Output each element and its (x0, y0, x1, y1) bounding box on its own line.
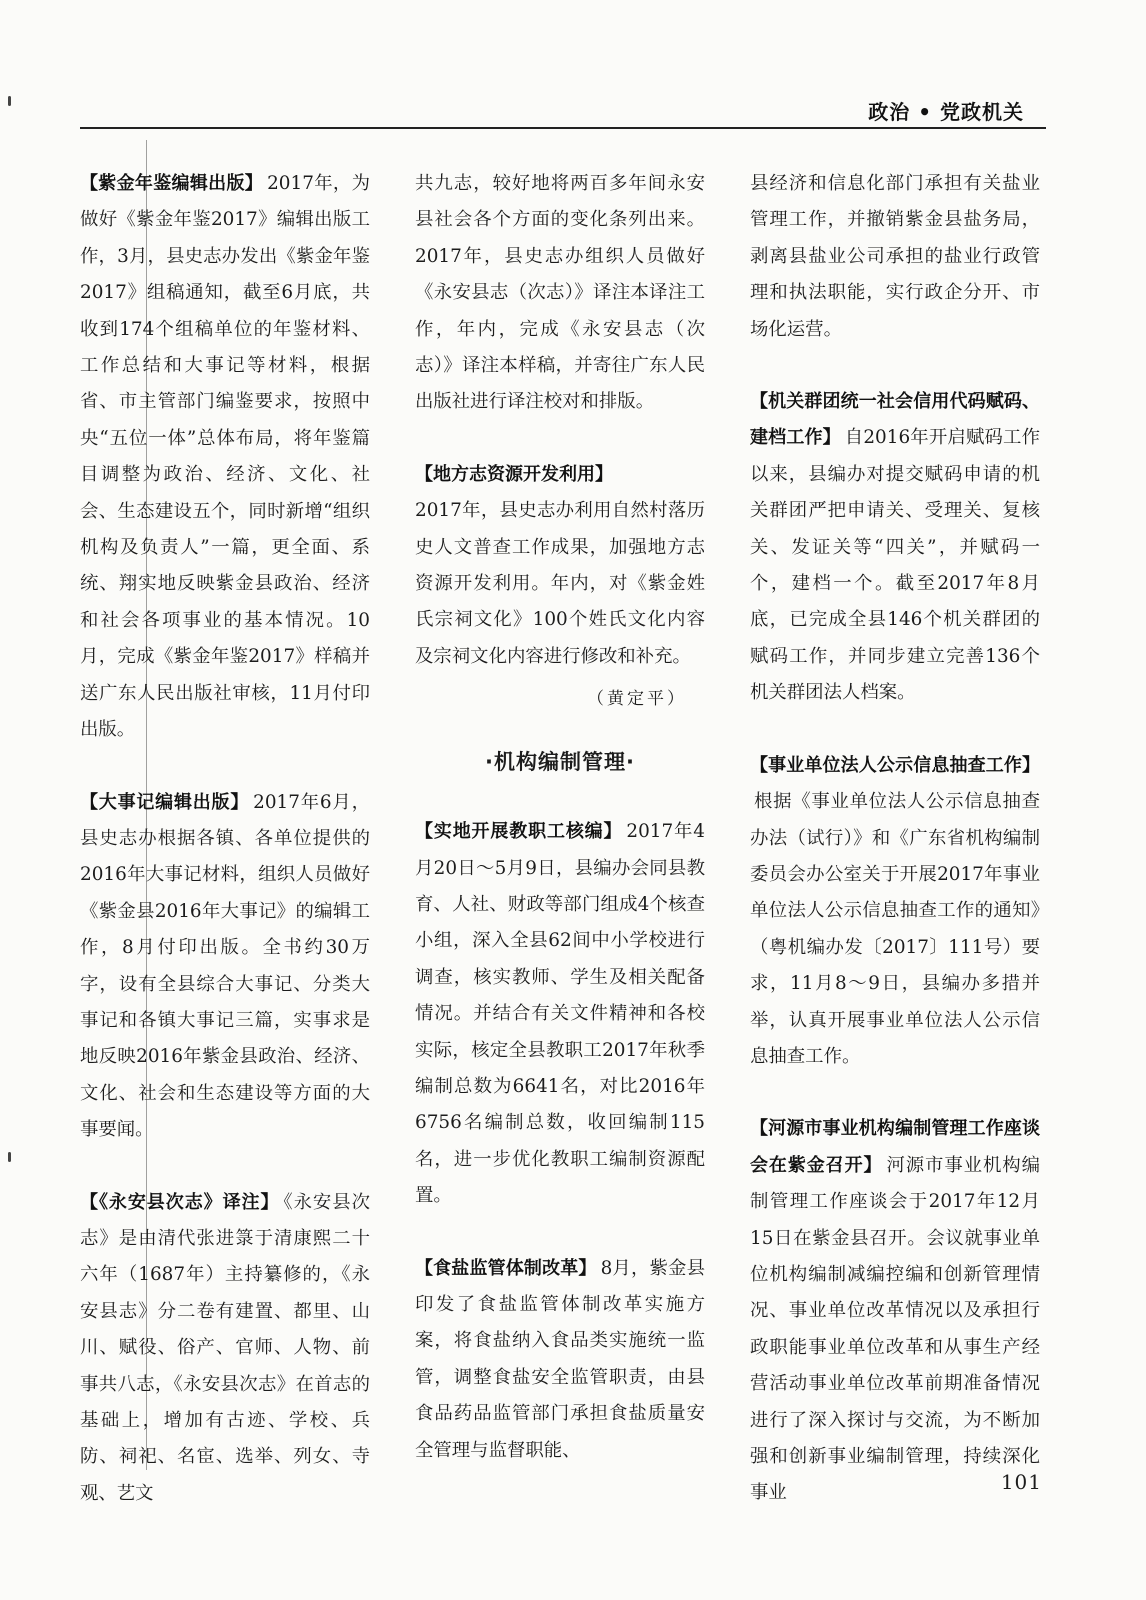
entry-title: 【紫金年鉴编辑出版】 (80, 173, 264, 194)
section-heading: ·机构编制管理· (485, 749, 635, 774)
entry-title: 【实地开展教职工核编】 (415, 821, 623, 843)
entry-title: 【事业单位法人公示信息抽查工作】 (750, 754, 1040, 776)
column-2 (415, 166, 705, 1505)
header-rule (80, 127, 1046, 129)
author-byline: （黄定平） (587, 689, 687, 710)
page-header (80, 96, 1046, 130)
entry-body: 自2016年开启赋码工作以来，县编办对提交赋码申请的机关群团严把申请关、受理关、复核关、发证关等“四关”，并赋码一个，建档一个。截至2017年8月底，已完成全县146个机关群团的赋码工作，并同步建立完善136个机关群团法人档案。 (750, 427, 1040, 704)
entry-title: 【地方志资源开发利用】 (415, 463, 613, 485)
entry-body: 河源市事业机构编制管理工作座谈会于2017年12月15日在紫金县召开。会议就事业单位机构编制减编控编和创新管理情况、事业单位改革情况以及承担行政职能事业单位改革和从事生产经营活动事业单位改革前期准备情况进行了深入探讨与交流，为不断加强和创新事业编制管理，持续深化事业 (750, 1154, 1040, 1504)
entry-body: 县经济和信息化部门承担有关盐业管理工作，并撤销紫金县盐务局，剥离县盐业公司承担的盐业行政管理和执法职能，实行政企分开、市场化运营。 (750, 173, 1040, 340)
entry-title: 【《永安县次志》译注】 (80, 1191, 280, 1213)
entry (80, 166, 370, 749)
scan-margin-mark (8, 1152, 11, 1162)
entry (415, 457, 705, 675)
entry-body: 2017年6月，县史志办根据各镇、各单位提供的2016年大事记材料，组织人员做好《紫金县2016年大事记》的编辑工作，8月付印出版。全书约30万字，设有全县综合大事记、分类大事记和各镇大事记三篇，实事求是地反映2016年紫金县政治、经济、文化、社会和生态建设等方面的大事要闻。 (80, 791, 370, 1141)
entry-body: 2017年，县史志办利用自然村落历史人文普查工作成果，加强地方志资源开发利用。年内，对《紫金姓氏宗祠文化》100个姓氏文化内容及宗祠文化内容进行修改和补充。 (415, 500, 705, 667)
entry-body: 8月，紫金县印发了食盐监管体制改革实施方案，将食盐纳入食品类实施统一监管，调整食盐安全监管职责，由县食品药品监管部门承担食盐质量安全管理与监督职能、 (415, 1257, 705, 1461)
scan-margin-mark (8, 96, 11, 106)
entry (750, 166, 1040, 348)
entry-body: 2017年4月20日～5月9日，县编办会同县教育、人社、财政等部门组成4个核查小组，深入全县62间中小学校进行调查，核实教师、学生及相关配备情况。并结合有关文件精神和各校实际，核定全县教职工2017年秋季编制总数为6641名，对比2016年6756名编制总数，收回编制115名，进一步优化教职工编制资源配置。 (415, 821, 705, 1207)
entry (415, 166, 705, 421)
entry (750, 384, 1040, 712)
entry-body: 《永安县次志》是由清代张进箓于清康熙二十六年（1687年）主持纂修的，《永安县志》分二卷有建置、都里、山川、赋役、俗产、官师、人物、前事共八志，《永安县次志》在首志的基础上，增加有古迹、学校、兵防、祠祀、名宦、选举、列女、寺观、艺文 (80, 1191, 370, 1504)
entry (750, 1111, 1040, 1511)
column-3 (750, 166, 1040, 1548)
page-number: 101 (1000, 1470, 1042, 1494)
entry-title: 【机关群团统一社会信用代码赋码、建档工作】 (750, 391, 1040, 449)
entry (80, 1185, 370, 1513)
running-header: 政治 • 党政机关 (868, 100, 1024, 124)
entry (750, 748, 1040, 1076)
column-1 (80, 166, 370, 1548)
entry (80, 785, 370, 1149)
entry-body: 2017年，为做好《紫金年鉴2017》编辑出版工作，3月，县史志办发出《紫金年鉴2017》组稿通知，截至6月底，共收到174个组稿单位的年鉴材料、工作总结和大事记等材料，根据省、市主管部门编鉴要求，按照中央“五位一体”总体布局，将年鉴篇目调整为政治、经济、文化、社会、生态建设五个，同时新增“组织机构及负责人”一篇，更全面、系统、翔实地反映紫金县政治、经济和社会各项事业的基本情况。10月，完成《紫金年鉴2017》样稿并送广东人民出版社审核，11月付印出版。 (80, 173, 370, 741)
entry (415, 814, 705, 1214)
entry-body: 根据《事业单位法人公示信息抽查办法（试行）》和《广东省机构编制委员会办公室关于开展2017年事业单位法人公示信息抽查工作的通知》（粤机编办发〔2017〕111号）要求，11月8～9日，县编办多措并举，认真开展事业单位法人公示信息抽查工作。 (750, 791, 1040, 1067)
entry-title: 【河源市事业机构编制管理工作座谈会在紫金召开】 (750, 1118, 1040, 1176)
entry-body: 共九志，较好地将两百多年间永安县社会各个方面的变化条列出来。2017年，县史志办组织人员做好《永安县志（次志）》译注本译注工作，年内，完成《永安县志（次志）》译注本样稿，并寄往广东人民出版社进行译注校对和排版。 (415, 173, 705, 413)
entry (415, 1251, 705, 1469)
entry-title: 【食盐监管体制改革】 (415, 1257, 597, 1279)
entry-title: 【大事记编辑出版】 (80, 791, 250, 813)
